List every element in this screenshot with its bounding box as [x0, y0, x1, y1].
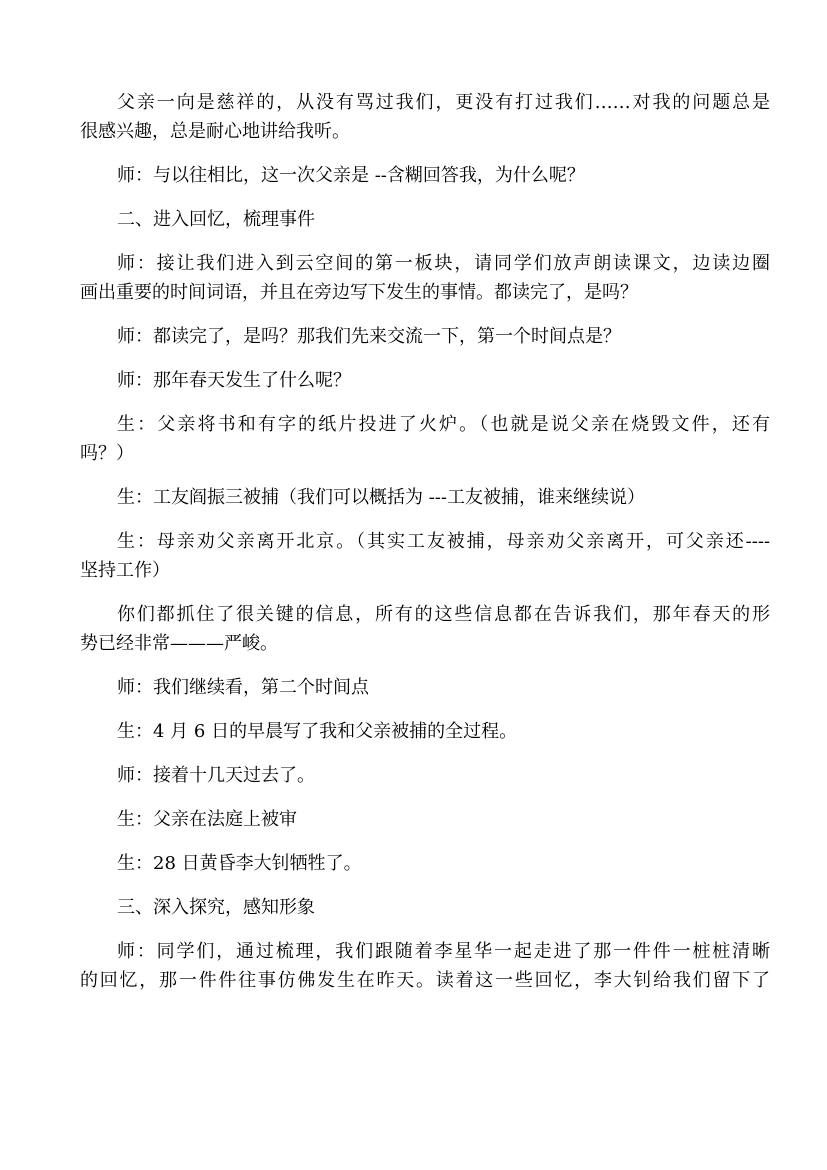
paragraph [80, 849, 770, 878]
section-heading [80, 893, 770, 922]
text-line: 师：那年春天发生了什么呢？ [117, 370, 351, 391]
paragraph [80, 600, 770, 658]
text-line: 你们都抓住了很关键的信息，所有的这些信息都在告诉我们，那年春天的形 [117, 604, 770, 625]
text-line: 生：28 日黄昏李大钊牺牲了。 [117, 853, 362, 874]
paragraph [80, 527, 770, 585]
paragraph [80, 937, 770, 995]
text-line: 生：工友阎振三被捕（我们可以概括为 ---工友被捕，谁来继续说） [117, 487, 645, 508]
text-line: 师：与以往相比，这一次父亲是 --含糊回答我，为什么呢？ [117, 165, 585, 186]
paragraph [80, 483, 770, 512]
paragraph [80, 366, 770, 395]
paragraph [80, 805, 770, 834]
text-line: 很感兴趣，总是耐心地讲给我听。 [80, 121, 350, 142]
paragraph [80, 410, 770, 468]
paragraph [80, 761, 770, 790]
paragraph [80, 322, 770, 351]
text-line: 生：母亲劝父亲离开北京。（其实工友被捕，母亲劝父亲离开，可父亲还---- [117, 531, 770, 552]
text-line: 二、进入回忆，梳理事件 [117, 209, 315, 230]
text-line: 吗？） [80, 443, 134, 464]
text-line: 师：同学们，通过梳理，我们跟随着李星华一起走进了那一件件一桩桩清晰 [117, 941, 770, 962]
paragraph [80, 673, 770, 702]
text-line: 的回忆，那一件件往事仿佛发生在昨天。读着这一些回忆，李大钊给我们留下了 [80, 970, 770, 991]
text-line: 生：父亲在法庭上被审 [117, 809, 297, 830]
text-line: 父亲一向是慈祥的，从没有骂过我们，更没有打过我们……对我的问题总是 [117, 92, 770, 113]
text-line: 师：接着十几天过去了。 [117, 765, 315, 786]
text-line: 三、深入探究，感知形象 [117, 897, 315, 918]
paragraph [80, 161, 770, 190]
text-line: 生：父亲将书和有字的纸片投进了火炉。（也就是说父亲在烧毁文件，还有 [117, 414, 770, 435]
paragraph [80, 717, 770, 746]
document-body [80, 88, 770, 1010]
text-line: 画出重要的时间词语，并且在旁边写下发生的事情。都读完了，是吗？ [80, 282, 638, 303]
text-line: 师：接让我们进入到云空间的第一板块，请同学们放声朗读课文，边读边圈 [117, 253, 770, 274]
text-line: 势已经非常———严峻。 [80, 633, 278, 654]
paragraph [80, 249, 770, 307]
paragraph [80, 88, 770, 146]
text-line: 坚持工作） [80, 560, 170, 581]
section-heading [80, 205, 770, 234]
text-line: 师：都读完了，是吗？那我们先来交流一下，第一个时间点是？ [117, 326, 621, 347]
text-line: 师：我们继续看，第二个时间点 [117, 677, 369, 698]
text-line: 生：4 月 6 日的早晨写了我和父亲被捕的全过程。 [117, 721, 518, 742]
